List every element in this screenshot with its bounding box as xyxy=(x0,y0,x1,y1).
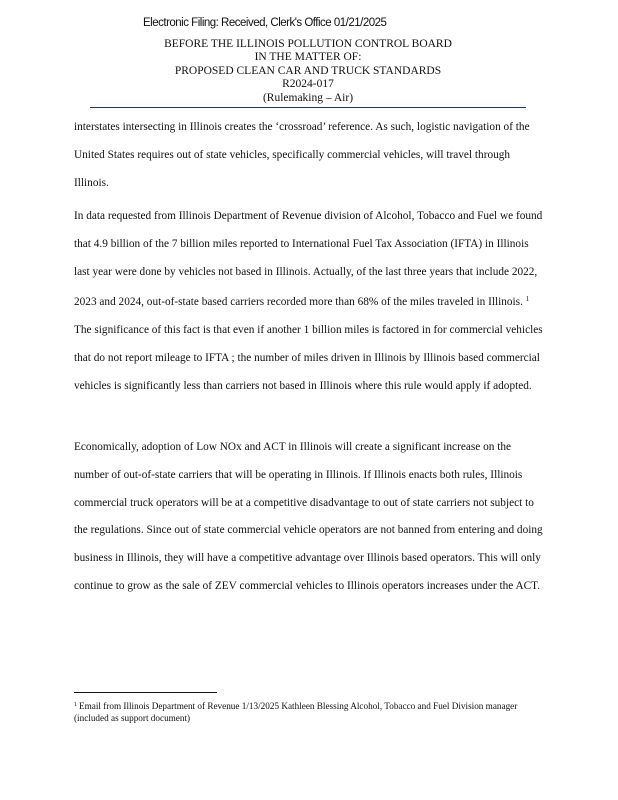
paragraph-text-before-ref: In data requested from Illinois Department of Revenue division of Alcohol, Tobacco and Fuel we found that 4.9 billion of the 7 billion miles reported to International Fuel Tax Association (IFTA) in Illinois last year were done by vehicles not based in Illinois. Actually, of the last three years that include 2022, 2023 and 2024, out-of-state based carriers recorded more than 68% of the miles traveled in Illinois. xyxy=(74,210,543,309)
document-header xyxy=(90,38,526,105)
paragraph-text: interstates intersecting in Illinois creates the ‘crossroad’ reference. As such, logistic navigation of the United States requires out of state vehicles, specifically commercial vehicles, will travel through Illinois. xyxy=(74,121,530,189)
header-line-type: (Rulemaking – Air) xyxy=(262,91,354,104)
body-paragraph-1 xyxy=(74,114,544,197)
header-divider xyxy=(90,107,526,108)
header-line-matter: IN THE MATTER OF: xyxy=(254,51,362,64)
paragraph-text-after-ref: The significance of this fact is that even if another 1 billion miles is factored in for commercial vehicles that do not report mileage to IFTA ; the number of miles driven in Illinois by Illinois based commercial vehicles is significantly less than carriers not based in Illinois where this rule would apply if adopted. xyxy=(74,324,543,392)
footnote xyxy=(74,700,534,724)
header-line-board: BEFORE THE ILLINOIS POLLUTION CONTROL BOARD xyxy=(164,38,452,50)
header-line-docket: R2024-017 xyxy=(282,78,334,91)
footnote-divider xyxy=(74,692,217,693)
footnote-marker: 1 xyxy=(74,702,77,708)
filing-stamp: Electronic Filing: Received, Clerk's Office 01/21/2025 xyxy=(143,17,387,29)
body-paragraph-2 xyxy=(74,203,544,401)
header-line-title: PROPOSED CLEAN CAR AND TRUCK STANDARDS xyxy=(174,64,442,77)
footnote-text: Email from Illinois Department of Revenue 1/13/2025 Kathleen Blessing Alcohol, Tobacco and Fuel Division manager (included as support document) xyxy=(74,701,518,723)
paragraph-container xyxy=(74,203,544,401)
body-paragraph-3 xyxy=(74,434,544,601)
paragraph-text: Economically, adoption of Low NOx and ACT in Illinois will create a significant increase on the number of out-of-state carriers that will be operating in Illinois. If Illinois enacts both rules, Illinois commercial truck operators will be at a competitive disadvantage to out of state carriers not subject to the regulations. Since out of state commercial vehicle operators are not banned from entering and doing business in Illinois, they will have a competitive advantage over Illinois based operators. This will only continue to grow as the sale of ZEV commercial vehicles to Illinois operators increases under the ACT. xyxy=(74,441,543,592)
footnote-reference: 1 xyxy=(525,295,530,304)
